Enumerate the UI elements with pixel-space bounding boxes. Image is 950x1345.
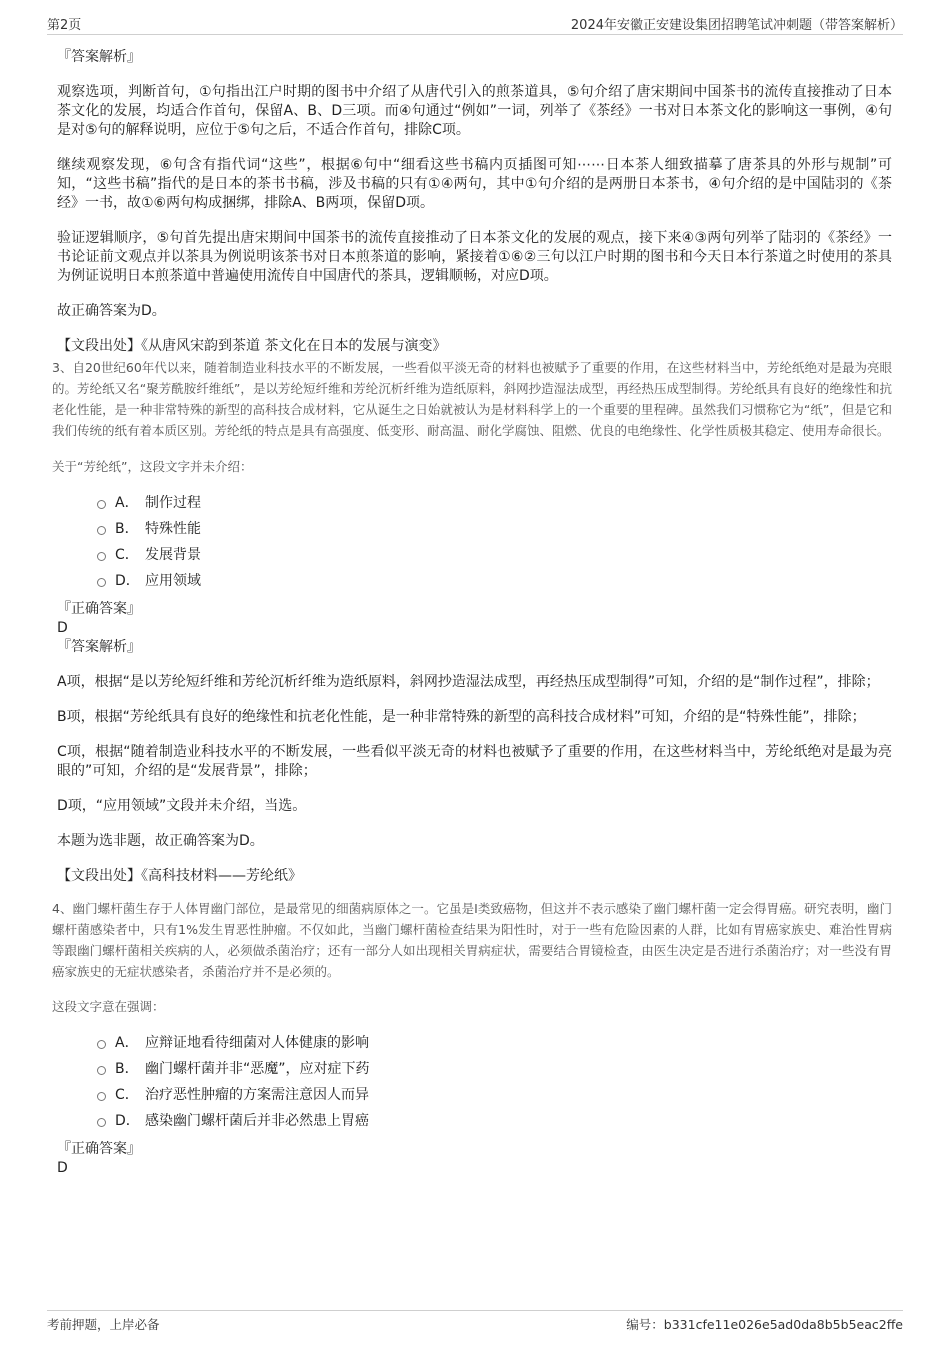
page-header (47, 14, 903, 35)
analysis-paragraph: D项，“应用领域”文段并未介绍，当选。 (57, 798, 307, 814)
page-number: 第2页 (47, 18, 82, 33)
correct-answer-label: 『正确答案』 (57, 1141, 141, 1157)
correct-answer: D (57, 1160, 68, 1176)
radio-button[interactable] (97, 1092, 106, 1101)
radio-button[interactable] (97, 1118, 106, 1127)
main-content (52, 42, 892, 1178)
analysis-paragraph: C项，根据“随着制造业科技水平的不断发展，一些看似平淡无奇的材料也被赋予了重要的作用，在这些材料当中，芳纶纸绝对是最为亮眼的”可知，介绍的是“发展背景”，排除； (57, 744, 892, 779)
analysis-label: 『答案解析』 (57, 49, 141, 65)
analysis-paragraph: 验证逻辑顺序，⑤句首先提出唐宋期间中国茶书的流传直接推动了日本茶文化的发展的观点，接下来④③两句列举了陆羽的《茶经》一书论证前文观点并以茶具为例说明该茶书对日本煎茶道的影响，紧接着①⑥②三句以江户时期的图书和今天日本行茶道之时使用的茶具为例证说明日本煎茶道中普遍使用流传自中国唐代的茶具，逻辑顺畅，对应D项。 (57, 230, 892, 284)
radio-button[interactable] (97, 578, 106, 587)
option-c[interactable]: C． 发展背景 (97, 542, 892, 568)
radio-button[interactable] (97, 1066, 106, 1075)
options-list (97, 490, 892, 594)
radio-button[interactable] (97, 526, 106, 535)
document-title: 2024年安徽正安建设集团招聘笔试冲刺题（带答案解析） (570, 18, 903, 33)
option-a[interactable]: A． 应辩证地看待细菌对人体健康的影响 (97, 1030, 892, 1056)
source-citation: 【文段出处】《高科技材料——芳纶纸》 (57, 868, 302, 884)
question-prompt: 关于“芳纶纸”，这段文字并未介绍： (52, 459, 253, 474)
option-d[interactable]: D． 应用领域 (97, 568, 892, 594)
analysis-label: 『答案解析』 (57, 639, 141, 655)
analysis-conclusion: 故正确答案为D。 (57, 303, 166, 319)
option-c[interactable]: C． 治疗恶性肿瘤的方案需注意因人而异 (97, 1082, 892, 1108)
analysis-conclusion: 本题为选非题，故正确答案为D。 (57, 833, 264, 849)
options-list (97, 1030, 892, 1134)
source-citation: 【文段出处】《从唐风宋韵到茶道 茶文化在日本的发展与演变》 (57, 338, 447, 354)
analysis-paragraph: 继续观察发现，⑥句含有指代词“这些”，根据⑥句中“细看这些书稿内页插图可知⋯⋯日本茶人细致描摹了唐茶具的外形与规制”可知，“这些书稿”指代的是日本的茶书书稿，涉及书稿的只有①④两句，其中①句介绍的是两册日本茶书，④句介绍的是中国陆羽的《茶经》一书，故①⑥两句构成捆绑，排除A、B两项，保留D项。 (57, 157, 892, 211)
option-b[interactable]: B． 特殊性能 (97, 516, 892, 542)
radio-button[interactable] (97, 1040, 106, 1049)
radio-button[interactable] (97, 552, 106, 561)
option-a[interactable]: A． 制作过程 (97, 490, 892, 516)
option-d[interactable]: D． 感染幽门螺杆菌后并非必然患上胃癌 (97, 1108, 892, 1134)
correct-answer: D (57, 620, 68, 636)
correct-answer-label: 『正确答案』 (57, 601, 141, 617)
option-b[interactable]: B． 幽门螺杆菌并非“恶魔”，应对症下药 (97, 1056, 892, 1082)
analysis-paragraph: A项，根据“是以芳纶短纤维和芳纶沉析纤维为造纸原料，斜网抄造湿法成型，再经热压成型制得”可知，介绍的是“制作过程”，排除； (57, 674, 880, 690)
question-prompt: 这段文字意在强调： (52, 999, 165, 1014)
document-code: 编号：b331cfe11e026e5ad0da8b5b5eac2ffe (626, 1317, 903, 1332)
analysis-paragraph: 观察选项，判断首句，①句指出江户时期的图书中介绍了从唐代引入的煎茶道具，⑤句介绍了唐宋期间中国茶书的流传直接推动了日本茶文化的发展，均适合作首句，保留A、B、D三项。而④句通过“例如”一词，列举了《茶经》一书对日本茶文化的影响这一事例，④句是对⑤句的解释说明，应位于⑤句之后，不适合作首句，排除C项。 (57, 84, 892, 138)
radio-button[interactable] (97, 500, 106, 509)
footer-slogan: 考前押题，上岸必备 (47, 1317, 160, 1332)
analysis-paragraph: B项，根据“芳纶纸具有良好的绝缘性和抗老化性能，是一种非常特殊的新型的高科技合成材料”可知，介绍的是“特殊性能”，排除； (57, 709, 866, 725)
page-footer (47, 1310, 903, 1338)
question-passage: 3、自20世纪60年代以来，随着制造业科技水平的不断发展，一些看似平淡无奇的材料也被赋予了重要的作用，在这些材料当中，芳纶纸绝对是最为亮眼的。芳纶纸又名“聚芳酰胺纤维纸”，是以芳纶短纤维和芳纶沉析纤维为造纸原料，斜网抄造湿法成型，再经热压成型制得。芳纶纸具有良好的绝缘性和抗老化性能，是一种非常特殊的新型的高科技合成材料，它从诞生之日始就被认为是材料科学上的一个重要的里程碑。虽然我们习惯称它为“纸”，但是它和我们传统的纸有着本质区别。芳纶纸的特点是具有高强度、低变形、耐高温、耐化学腐蚀、阻燃、优良的电绝缘性、化学性质极其稳定、使用寿命很长。 (52, 360, 892, 438)
question-passage: 4、幽门螺杆菌生存于人体胃幽门部位，是最常见的细菌病原体之一。它虽是Ⅰ类致癌物，但这并不表示感染了幽门螺杆菌一定会得胃癌。研究表明，幽门螺杆菌感染者中，只有1%发生胃恶性肿瘤。不仅如此，当幽门螺杆菌检查结果为阳性时，对于一些有危险因素的人群，比如有胃癌家族史、难治性胃病等跟幽门螺杆菌相关疾病的人，必须做杀菌治疗；还有一部分人如出现相关胃病症状，需要结合胃镜检查，由医生决定是否进行杀菌治疗；对一些没有胃癌家族史的无症状感染者，杀菌治疗并不是必须的。 (52, 901, 892, 979)
